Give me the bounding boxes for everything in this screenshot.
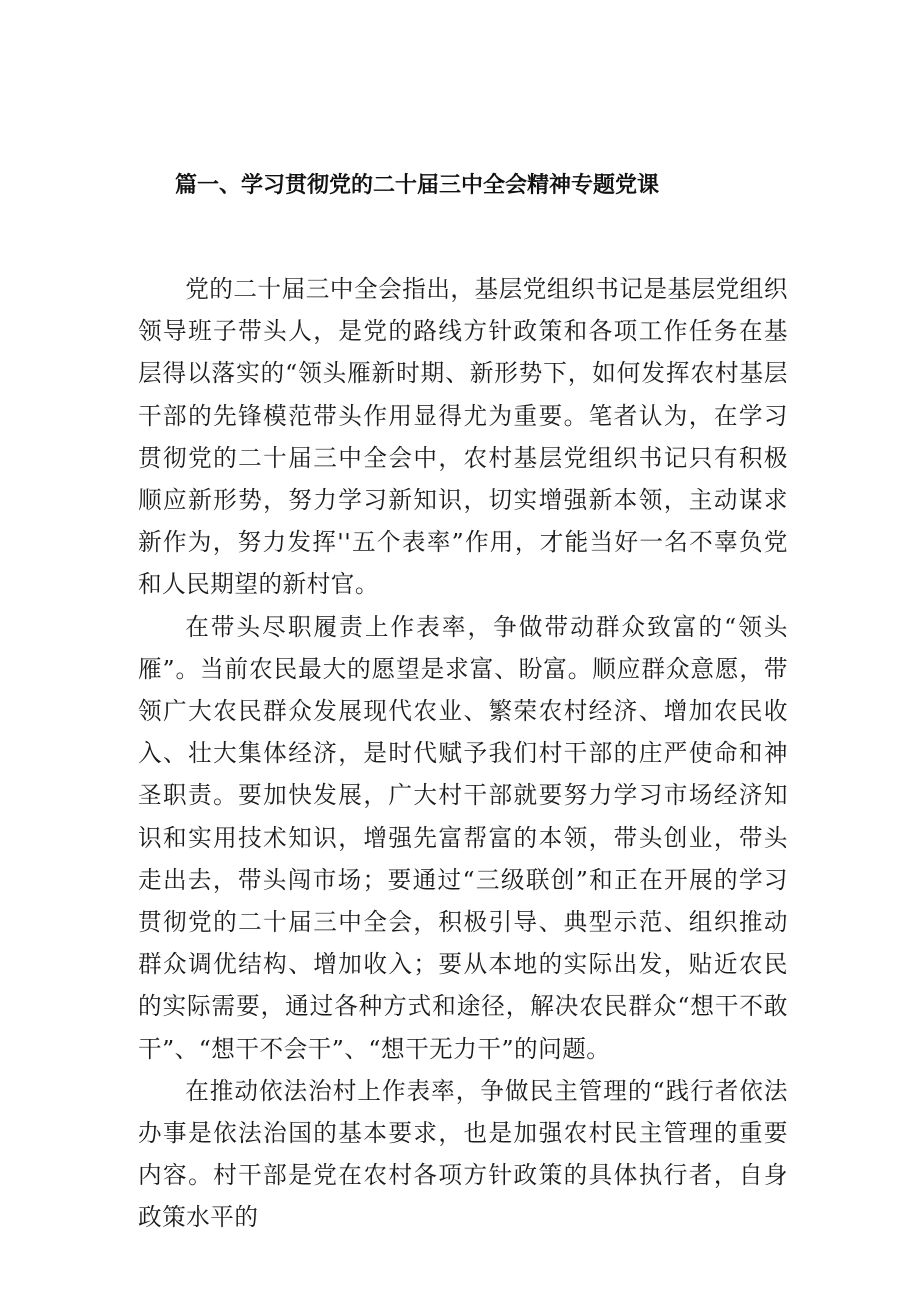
paragraph-3: 在推动依法治村上作表率，争做民主管理的“践行者依法办事是依法治国的基本要求，也是加强农村民主管理的重要内容。村干部是党在农村各项方针政策的具体执行者，自身政策水平的 xyxy=(138,1076,788,1232)
document-title: 篇一、学习贯彻党的二十届三中全会精神专题党课 xyxy=(175,173,660,198)
paragraph-2: 在带头尽职履责上作表率，争做带动群众致富的“领头雁”。当前农民最大的愿望是求富、盼富。顺应群众意愿，带领广大农民群众发展现代农业、繁荣农村经济、增加农民收入、壮大集体经济，是时代赋予我们村干部的庄严使命和神圣职责。要加快发展，广大村干部就要努力学习市场经济知识和实用技术知识，增强先富帮富的本领，带头创业，带头走出去，带头闯市场；要通过“三级联创”和正在开展的学习贯彻党的二十届三中全会，积极引导、典型示范、组织推动群众调优结构、增加收入；要从本地的实际出发，贴近农民的实际需要，通过各种方式和途径，解决农民群众“想干不敢干”、“想干不会干”、“想干无力干”的问题。 xyxy=(138,612,788,1063)
paragraph-1: 党的二十届三中全会指出，基层党组织书记是基层党组织领导班子带头人，是党的路线方针政策和各项工作任务在基层得以落实的“领头雁新时期、新形势下，如何发挥农村基层干部的先锋模范带头作用显得尤为重要。笔者认为，在学习贯彻党的二十届三中全会中，农村基层党组织书记只有积极顺应新形势，努力学习新知识，切实增强新本领，主动谋求新作为，努力发挥''五个表率”作用，才能当好一名不辜负党和人民期望的新村官。 xyxy=(138,275,788,599)
document-body xyxy=(138,268,788,1239)
